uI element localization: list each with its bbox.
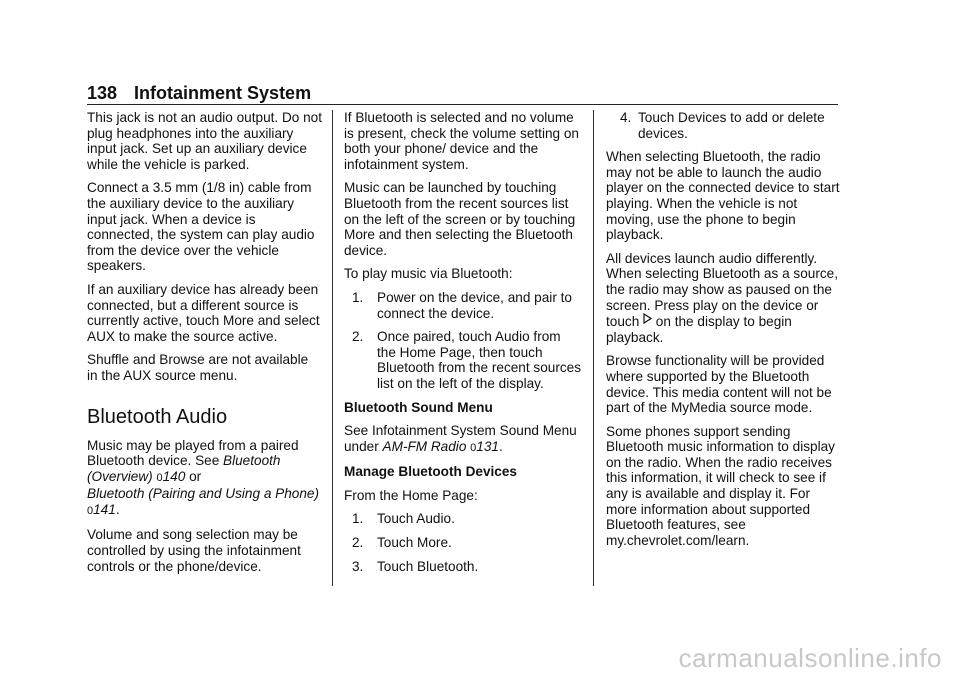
page-number: 138	[87, 83, 118, 103]
page-header	[87, 82, 838, 105]
paragraph: This jack is not an audio output. Do not plug headphones into the auxiliary input jack. Set up an auxiliary device while the vehicle is parked.	[87, 110, 323, 172]
page-ref[interactable]: 141	[93, 501, 116, 517]
page-ref[interactable]: 140	[162, 468, 186, 484]
column-divider	[593, 110, 594, 586]
paragraph: When selecting Bluetooth, the radio may not be able to launch the audio player on the connected device to start playing. When the vehicle is not moving, use the phone to begin playback.	[606, 149, 840, 243]
steps-list	[606, 110, 844, 141]
paragraph: To play music via Bluetooth:	[344, 266, 513, 282]
paragraph: Shuffle and Browse are not available in the AUX source menu.	[87, 352, 309, 383]
list-item: 2. Once paired, touch Audio from the Home Page, then touch Bluetooth from the recent sources list on the left of the display.	[352, 329, 582, 391]
paragraph: If an auxiliary device has already been connected, but a different source is currently active, touch More and select AUX to make the source active.	[87, 281, 320, 344]
paragraph: All devices launch audio differently. When selecting Bluetooth as a source, the radio may show as paused on the screen. Press play on the device or touch on the display to begin playback.	[606, 250, 838, 345]
cross-reference-link[interactable]: Bluetooth (Pairing and Using a Phone)	[87, 486, 319, 502]
paragraph: Music may be played from a paired Bluetooth device. See Bluetooth (Overview) 0140 or Bluetooth (Pairing and Using a Phone) 0141.	[87, 437, 319, 517]
paragraph: Music can be launched by touching Bluetooth from the recent sources list on the left of the screen or by touching More and then selecting the Bluetooth device.	[344, 180, 576, 258]
page-ref-icon: 0	[470, 441, 477, 454]
cross-reference-link[interactable]: Bluetooth (Overview)	[87, 453, 281, 484]
column-2	[344, 110, 582, 582]
page-ref[interactable]: 131	[476, 438, 499, 454]
cross-reference-link[interactable]: AM-FM Radio	[382, 438, 467, 454]
steps-list	[344, 511, 582, 574]
column-3	[606, 110, 844, 556]
list-item: 3. Touch Bluetooth.	[352, 558, 479, 574]
play-icon	[643, 313, 652, 329]
list-item: 1. Touch Audio.	[352, 511, 455, 527]
watermark: carmanualsonline.info	[678, 643, 942, 673]
paragraph: If Bluetooth is selected and no volume is present, check the volume setting on both your phone/ device and the infotainment system.	[344, 110, 579, 172]
paragraph: From the Home Page:	[344, 487, 478, 503]
paragraph: See Infotainment System Sound Menu under AM-FM Radio 0131.	[344, 423, 577, 454]
list-item: 2. Touch More.	[352, 535, 452, 551]
paragraph: Some phones support sending Bluetooth music information to display on the radio. When the radio receives this information, it will check to see if any is available and display it. For more information about supported Bluetooth features, see my.chevrolet.com/learn.	[606, 423, 835, 548]
paragraph: Connect a 3.5 mm (1/8 in) cable from the auxiliary device to the auxiliary input jack. When a device is connected, the system can play audio from the device over the vehicle speakers.	[87, 180, 315, 274]
subheading: Bluetooth Sound Menu	[344, 399, 493, 415]
steps-list	[344, 290, 582, 392]
column-1	[87, 110, 322, 582]
subheading: Manage Bluetooth Devices	[344, 464, 517, 480]
section-title: Bluetooth Audio	[87, 405, 228, 428]
page-ref-icon: 0	[156, 471, 163, 484]
column-divider	[332, 110, 333, 586]
list-item: 1. Power on the device, and pair to connect the device.	[352, 289, 572, 321]
paragraph: Browse functionality will be provided where supported by the Bluetooth device. This media content will not be part of the MyMedia source mode.	[606, 353, 832, 416]
list-item: 4. Touch Devices to add or delete devices.	[620, 110, 825, 141]
paragraph: Volume and song selection may be controlled by using the infotainment controls or the phone/device.	[87, 527, 301, 574]
page-ref-icon: 0	[87, 504, 94, 517]
page-title: Infotainment System	[134, 83, 312, 103]
